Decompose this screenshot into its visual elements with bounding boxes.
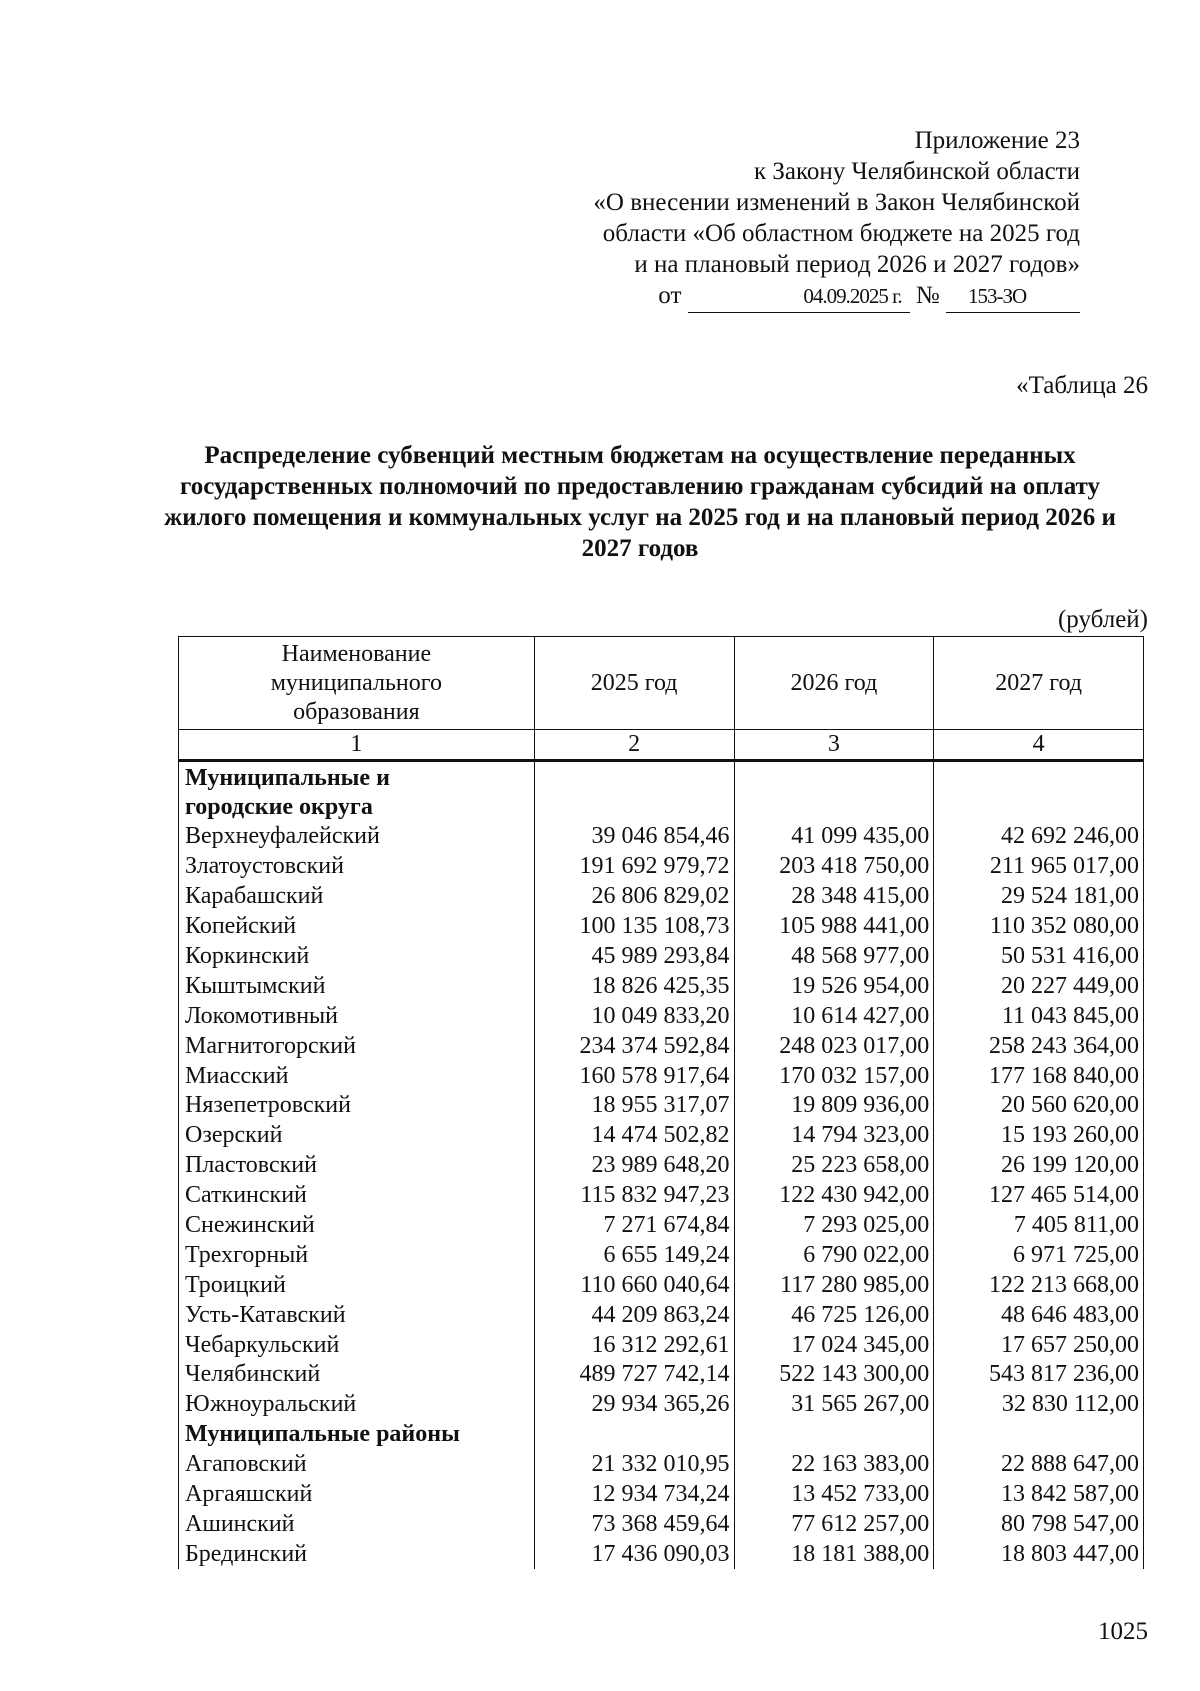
- amount-2025: 73 368 459,64: [534, 1509, 734, 1539]
- amount-2026: 19 809 936,00: [734, 1091, 934, 1121]
- amount-2026: 28 348 415,00: [734, 882, 934, 912]
- empty-cell: [934, 1420, 1144, 1450]
- table-body: [179, 730, 1144, 1570]
- amount-2026: 19 526 954,00: [734, 971, 934, 1001]
- amount-2025: 7 271 674,84: [534, 1211, 734, 1241]
- amount-2027: 32 830 112,00: [934, 1390, 1144, 1420]
- table-reference: «Таблица 26: [1016, 372, 1148, 399]
- municipality-name: Озерский: [179, 1121, 535, 1151]
- amount-2026: 522 143 300,00: [734, 1360, 934, 1390]
- amount-2027: 50 531 416,00: [934, 942, 1144, 972]
- amount-2027: 20 560 620,00: [934, 1091, 1144, 1121]
- amount-2027: 13 842 587,00: [934, 1480, 1144, 1510]
- municipality-name: Кыштымский: [179, 971, 535, 1001]
- amount-2027: 127 465 514,00: [934, 1181, 1144, 1211]
- table-row: [179, 1539, 1144, 1569]
- table-row: [179, 1031, 1144, 1061]
- table-row: [179, 1360, 1144, 1390]
- empty-cell: [534, 1420, 734, 1450]
- amount-2027: 7 405 811,00: [934, 1211, 1144, 1241]
- header-2026: 2026 год: [734, 637, 934, 730]
- amount-2025: 10 049 833,20: [534, 1001, 734, 1031]
- section-row-municipal-districts: [179, 1420, 1144, 1450]
- amount-2025: 18 955 317,07: [534, 1091, 734, 1121]
- section-title: Муниципальные районы: [179, 1420, 535, 1450]
- law-date: 04.09.2025 г.: [688, 281, 910, 313]
- amount-2026: 46 725 126,00: [734, 1300, 934, 1330]
- municipality-name: Верхнеуфалейский: [179, 822, 535, 852]
- header-2025: 2025 год: [534, 637, 734, 730]
- amount-2027: 80 798 547,00: [934, 1509, 1144, 1539]
- amount-2025: 45 989 293,84: [534, 942, 734, 972]
- amount-2025: 110 660 040,64: [534, 1270, 734, 1300]
- amount-2026: 25 223 658,00: [734, 1151, 934, 1181]
- header-municipality: Наименование муниципального образования: [179, 637, 535, 730]
- amount-2026: 77 612 257,00: [734, 1509, 934, 1539]
- amount-2025: 160 578 917,64: [534, 1061, 734, 1091]
- table-row: [179, 882, 1144, 912]
- amount-2027: 15 193 260,00: [934, 1121, 1144, 1151]
- empty-cell: [534, 761, 734, 823]
- section-title: Муниципальные и городские округа: [179, 761, 535, 823]
- appendix-line-1: Приложение 23: [914, 127, 1080, 154]
- table-row: [179, 1061, 1144, 1091]
- municipality-name: Миасский: [179, 1061, 535, 1091]
- amount-2027: 258 243 364,00: [934, 1031, 1144, 1061]
- amount-2025: 17 436 090,03: [534, 1539, 734, 1569]
- table-row: [179, 1330, 1144, 1360]
- empty-cell: [734, 761, 934, 823]
- municipality-name: Пластовский: [179, 1151, 535, 1181]
- empty-cell: [734, 1420, 934, 1450]
- appendix-block: [593, 125, 1080, 313]
- amount-2025: 21 332 010,95: [534, 1450, 734, 1480]
- from-label: от: [658, 282, 682, 309]
- municipality-name: Агаповский: [179, 1450, 535, 1480]
- table-row: [179, 1509, 1144, 1539]
- amount-2026: 6 790 022,00: [734, 1240, 934, 1270]
- appendix-line-2: к Закону Челябинской области: [754, 158, 1080, 185]
- municipality-name: Трехгорный: [179, 1240, 535, 1270]
- amount-2025: 14 474 502,82: [534, 1121, 734, 1151]
- amount-2026: 14 794 323,00: [734, 1121, 934, 1151]
- amount-2027: 177 168 840,00: [934, 1061, 1144, 1091]
- table-row: [179, 1181, 1144, 1211]
- amount-2025: 18 826 425,35: [534, 971, 734, 1001]
- table-row: [179, 852, 1144, 882]
- municipality-name: Брединский: [179, 1539, 535, 1569]
- amount-2026: 10 614 427,00: [734, 1001, 934, 1031]
- table-header-row: [179, 637, 1144, 730]
- amount-2026: 41 099 435,00: [734, 822, 934, 852]
- amount-2026: 22 163 383,00: [734, 1450, 934, 1480]
- municipality-name: Коркинский: [179, 942, 535, 972]
- table-row: [179, 1300, 1144, 1330]
- amount-2026: 117 280 985,00: [734, 1270, 934, 1300]
- header-2027: 2027 год: [934, 637, 1144, 730]
- page-number: 1025: [1098, 1618, 1148, 1645]
- col-number-1: 1: [179, 730, 535, 761]
- municipality-name: Карабашский: [179, 882, 535, 912]
- units-label: (рублей): [1057, 606, 1148, 633]
- table-row: [179, 1240, 1144, 1270]
- amount-2026: 48 568 977,00: [734, 942, 934, 972]
- table-row: [179, 1450, 1144, 1480]
- amount-2027: 17 657 250,00: [934, 1330, 1144, 1360]
- municipality-name: Копейский: [179, 912, 535, 942]
- table-row: [179, 971, 1144, 1001]
- table-row: [179, 1211, 1144, 1241]
- col-number-4: 4: [934, 730, 1144, 761]
- amount-2027: 110 352 080,00: [934, 912, 1144, 942]
- amount-2027: 22 888 647,00: [934, 1450, 1144, 1480]
- amount-2025: 23 989 648,20: [534, 1151, 734, 1181]
- municipality-name: Снежинский: [179, 1211, 535, 1241]
- amount-2027: 211 965 017,00: [934, 852, 1144, 882]
- amount-2027: 26 199 120,00: [934, 1151, 1144, 1181]
- amount-2025: 100 135 108,73: [534, 912, 734, 942]
- amount-2027: 18 803 447,00: [934, 1539, 1144, 1569]
- table-row: [179, 1151, 1144, 1181]
- amount-2025: 234 374 592,84: [534, 1031, 734, 1061]
- municipality-name: Ашинский: [179, 1509, 535, 1539]
- amount-2025: 115 832 947,23: [534, 1181, 734, 1211]
- municipality-name: Аргаяшский: [179, 1480, 535, 1510]
- municipality-name: Усть-Катавский: [179, 1300, 535, 1330]
- municipality-name: Южноуральский: [179, 1390, 535, 1420]
- amount-2026: 31 565 267,00: [734, 1390, 934, 1420]
- amount-2025: 39 046 854,46: [534, 822, 734, 852]
- table-row: [179, 1001, 1144, 1031]
- column-numbers-row: [179, 730, 1144, 761]
- table-row: [179, 1390, 1144, 1420]
- amount-2027: 122 213 668,00: [934, 1270, 1144, 1300]
- amount-2026: 170 032 157,00: [734, 1061, 934, 1091]
- law-number: 153-ЗО: [946, 281, 1080, 313]
- amount-2025: 44 209 863,24: [534, 1300, 734, 1330]
- table-row: [179, 912, 1144, 942]
- amount-2026: 13 452 733,00: [734, 1480, 934, 1510]
- table-row: [179, 822, 1144, 852]
- amount-2025: 29 934 365,26: [534, 1390, 734, 1420]
- section-row-urban-districts: [179, 761, 1144, 823]
- amount-2025: 6 655 149,24: [534, 1240, 734, 1270]
- municipality-name: Нязепетровский: [179, 1091, 535, 1121]
- amount-2026: 248 023 017,00: [734, 1031, 934, 1061]
- table-row: [179, 1270, 1144, 1300]
- municipality-name: Челябинский: [179, 1360, 535, 1390]
- table-row: [179, 1121, 1144, 1151]
- appendix-line-4: области «Об областном бюджете на 2025 год: [602, 220, 1080, 247]
- municipality-name: Златоустовский: [179, 852, 535, 882]
- amount-2026: 18 181 388,00: [734, 1539, 934, 1569]
- amount-2026: 7 293 025,00: [734, 1211, 934, 1241]
- amount-2027: 48 646 483,00: [934, 1300, 1144, 1330]
- number-label: №: [915, 282, 940, 309]
- amount-2026: 17 024 345,00: [734, 1330, 934, 1360]
- amount-2027: 6 971 725,00: [934, 1240, 1144, 1270]
- municipality-name: Магнитогорский: [179, 1031, 535, 1061]
- amount-2025: 12 934 734,24: [534, 1480, 734, 1510]
- amount-2025: 16 312 292,61: [534, 1330, 734, 1360]
- appendix-line-3: «О внесении изменений в Закон Челябинской: [593, 189, 1080, 216]
- appendix-date-line: [593, 280, 1080, 313]
- municipality-name: Троицкий: [179, 1270, 535, 1300]
- table-row: [179, 1480, 1144, 1510]
- amount-2026: 203 418 750,00: [734, 852, 934, 882]
- amount-2027: 543 817 236,00: [934, 1360, 1144, 1390]
- amount-2027: 42 692 246,00: [934, 822, 1144, 852]
- amount-2025: 489 727 742,14: [534, 1360, 734, 1390]
- col-number-2: 2: [534, 730, 734, 761]
- amount-2027: 11 043 845,00: [934, 1001, 1144, 1031]
- amount-2026: 122 430 942,00: [734, 1181, 934, 1211]
- municipality-name: Саткинский: [179, 1181, 535, 1211]
- amount-2025: 191 692 979,72: [534, 852, 734, 882]
- empty-cell: [934, 761, 1144, 823]
- municipality-name: Чебаркульский: [179, 1330, 535, 1360]
- amount-2026: 105 988 441,00: [734, 912, 934, 942]
- amount-2027: 29 524 181,00: [934, 882, 1144, 912]
- document-title: Распределение субвенций местным бюджетам на осуществление переданных государственных полномочий по предоставлению гражданам субсидий на оплату жилого помещения и коммунальных услуг на 2025 год и на плановый период 2026 и 2027 годов: [164, 442, 1116, 562]
- subventions-table: [178, 636, 1144, 1569]
- amount-2027: 20 227 449,00: [934, 971, 1144, 1001]
- col-number-3: 3: [734, 730, 934, 761]
- amount-2025: 26 806 829,02: [534, 882, 734, 912]
- appendix-line-5: и на плановый период 2026 и 2027 годов»: [634, 251, 1080, 278]
- table-row: [179, 1091, 1144, 1121]
- table-row: [179, 942, 1144, 972]
- municipality-name: Локомотивный: [179, 1001, 535, 1031]
